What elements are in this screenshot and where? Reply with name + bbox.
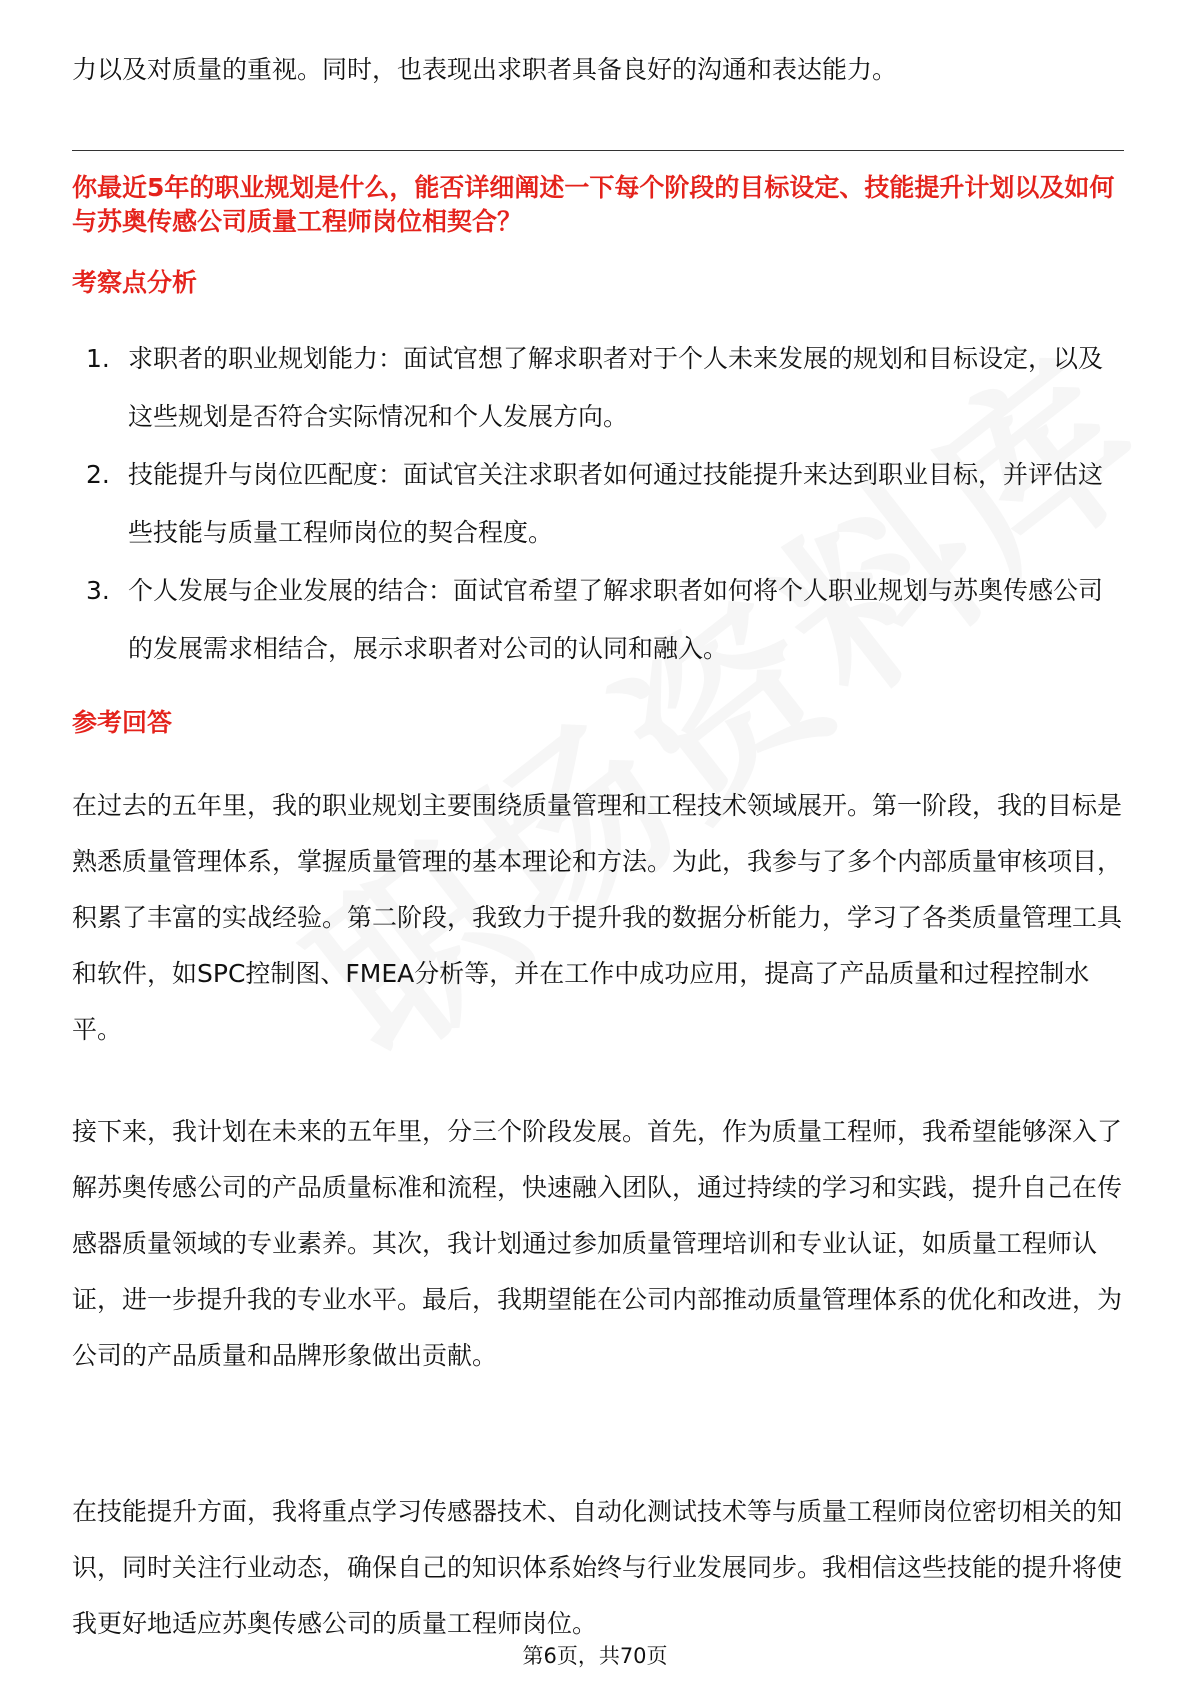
section-divider [72, 150, 1124, 151]
list-item-text: 求职者的职业规划能力：面试官想了解求职者对于个人未来发展的规划和目标设定，以及这些规划是否符合实际情况和个人发展方向。 [128, 344, 1104, 431]
list-item [72, 330, 1122, 446]
answer-paragraph: 在技能提升方面，我将重点学习传感器技术、自动化测试技术等与质量工程师岗位密切相关的知识，同时关注行业动态，确保自己的知识体系始终与行业发展同步。我相信这些技能的提升将使我更好地适应苏奥传感公司的质量工程师岗位。 [72, 1497, 1123, 1638]
list-item [72, 446, 1122, 562]
list-item-number: 1. [86, 344, 110, 373]
analysis-list [72, 330, 1122, 678]
list-item-number: 3. [86, 576, 110, 605]
analysis-heading: 考察点分析 [72, 268, 198, 297]
answer-heading: 参考回答 [72, 708, 173, 737]
answer-paragraph: 在过去的五年里，我的职业规划主要围绕质量管理和工程技术领域展开。第一阶段，我的目标是熟悉质量管理体系，掌握质量管理的基本理论和方法。为此，我参与了多个内部质量审核项目，积累了丰富的实战经验。第二阶段，我致力于提升我的数据分析能力，学习了各类质量管理工具和软件，如SPC控制图、FMEA分析等，并在工作中成功应用，提高了产品质量和过程控制水平。 [72, 791, 1123, 1044]
continued-paragraph: 力以及对质量的重视。同时，也表现出求职者具备良好的沟通和表达能力。 [72, 55, 898, 84]
list-item [72, 562, 1122, 678]
answer-paragraph: 接下来，我计划在未来的五年里，分三个阶段发展。首先，作为质量工程师，我希望能够深入了解苏奥传感公司的产品质量标准和流程，快速融入团队，通过持续的学习和实践，提升自己在传感器质量领域的专业素养。其次，我计划通过参加质量管理培训和专业认证，如质量工程师认证，进一步提升我的专业水平。最后，我期望能在公司内部推动质量管理体系的优化和改进，为公司的产品质量和品牌形象做出贡献。 [72, 1117, 1123, 1370]
interview-question: 你最近5年的职业规划是什么，能否详细阐述一下每个阶段的目标设定、技能提升计划以及如何与苏奥传感公司质量工程师岗位相契合？ [72, 173, 1115, 236]
list-item-number: 2. [86, 460, 110, 489]
list-item-text: 个人发展与企业发展的结合：面试官希望了解求职者如何将个人职业规划与苏奥传感公司的发展需求相结合，展示求职者对公司的认同和融入。 [128, 576, 1104, 663]
list-item-text: 技能提升与岗位匹配度：面试官关注求职者如何通过技能提升来达到职业目标，并评估这些技能与质量工程师岗位的契合程度。 [128, 460, 1104, 547]
page-number-footer: 第6页，共70页 [522, 1644, 668, 1668]
